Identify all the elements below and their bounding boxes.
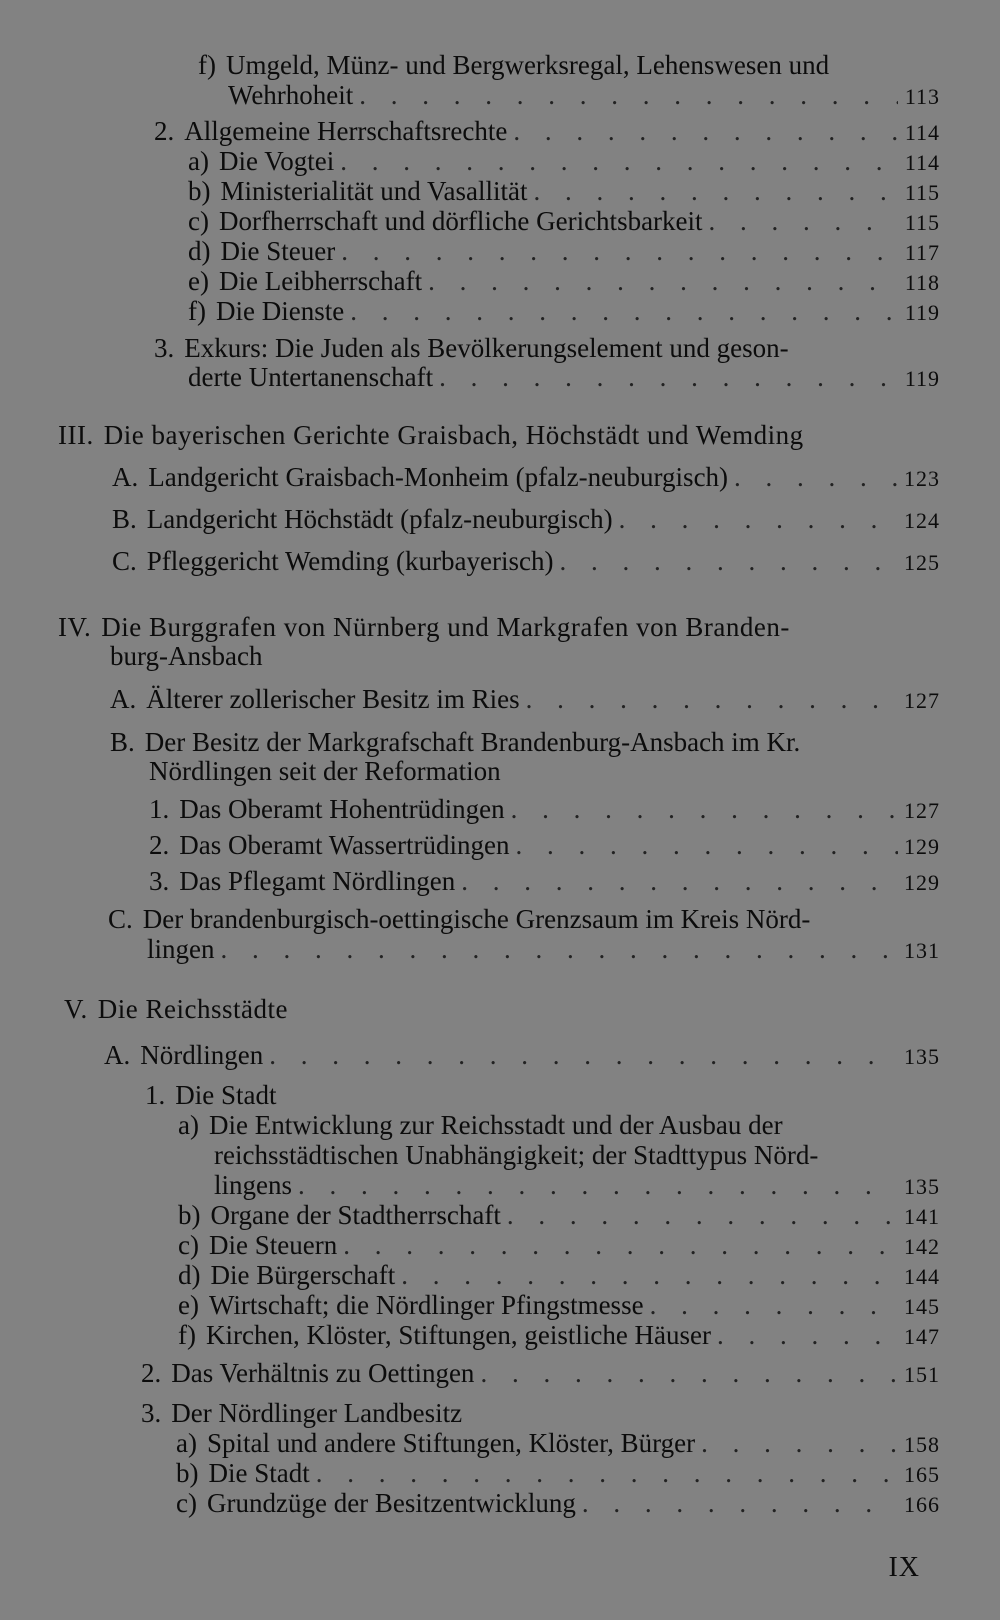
entry-label: d): [188, 236, 211, 266]
toc-entry: [198, 52, 940, 79]
entry-label: e): [188, 266, 209, 296]
entry-label: a): [178, 1110, 199, 1140]
entry-label: 2.: [154, 116, 175, 146]
entry-text: Nördlingen: [140, 1040, 264, 1070]
entry-label: f): [178, 1320, 196, 1350]
leader-dots: [582, 1490, 898, 1517]
entry-text: Landgericht Höchstädt (pfalz-neuburgisch): [146, 504, 613, 534]
leader-dots: [619, 506, 898, 533]
leader-dots: [350, 298, 898, 325]
entry-label: 2.: [149, 830, 170, 860]
toc-entry: [188, 208, 940, 235]
entry-label: 3.: [154, 333, 175, 363]
entry-text: Exkurs: Die Juden als Bevölkerungselement und geson-: [184, 333, 789, 363]
leader-dots: [428, 268, 898, 295]
section-numeral: III.: [58, 420, 94, 450]
entry-text: Die Dienste: [215, 296, 345, 326]
entry-text: Dorfherrschaft und dörfliche Gerichtsbarkeit: [218, 206, 703, 236]
toc-entry: [214, 1172, 940, 1199]
leader-dots: [340, 148, 898, 175]
entry-text: Das Pflegamt Nördlingen: [179, 866, 456, 896]
leader-dots: [480, 1360, 898, 1387]
page-number: 131: [904, 938, 940, 963]
entry-label: b): [176, 1458, 199, 1488]
entry-text: Die Leibherrschaft: [218, 266, 423, 296]
entry-text: lingen: [147, 934, 215, 964]
page-folio: IX: [888, 1552, 920, 1583]
page-number: 127: [904, 688, 940, 713]
toc-section: [64, 996, 940, 1023]
toc-section: [58, 614, 870, 641]
entry-label: 1.: [149, 794, 170, 824]
toc-entry: [149, 832, 940, 859]
toc-entry: [154, 335, 870, 362]
leader-dots: [717, 1322, 898, 1349]
page-number: 135: [904, 1044, 940, 1069]
entry-text: Das Verhältnis zu Oettingen: [171, 1358, 475, 1388]
page-number: 158: [904, 1432, 940, 1457]
entry-text: Der Nördlinger Landbesitz: [171, 1398, 463, 1428]
toc-entry: [149, 758, 940, 785]
leader-dots: [359, 82, 898, 109]
entry-text: Nördlingen seit der Reformation: [149, 756, 501, 786]
toc-entry: [178, 1262, 940, 1289]
entry-text: Organe der Stadtherrschaft: [210, 1200, 501, 1230]
entry-label: 3.: [149, 866, 170, 896]
toc-entry: [176, 1490, 940, 1517]
leader-dots: [734, 464, 898, 491]
toc-entry: [104, 1042, 940, 1069]
toc-entry: [149, 796, 940, 823]
toc-entry: [188, 148, 940, 175]
entry-label: f): [198, 50, 216, 80]
leader-dots: [701, 1430, 898, 1457]
entry-text: Der brandenburgisch-oettingische Grenzsaum im Kreis Nörd-: [142, 904, 811, 934]
leader-dots: [511, 796, 898, 823]
entry-label: B.: [112, 504, 137, 534]
toc-entry: [178, 1232, 940, 1259]
entry-text: Wirtschaft; die Nördlinger Pfingstmesse: [208, 1290, 644, 1320]
entry-text: Die Stadt: [175, 1080, 277, 1110]
page-number: 117: [904, 240, 940, 265]
leader-dots: [516, 832, 899, 859]
entry-label: A.: [104, 1040, 131, 1070]
page-number: 115: [904, 180, 940, 205]
page-number: 119: [904, 300, 940, 325]
toc-entry: [154, 118, 940, 145]
entry-text: Die Steuern: [208, 1230, 338, 1260]
entry-text: Die Entwicklung zur Reichsstadt und der Ausbau der: [208, 1110, 783, 1140]
leader-dots: [709, 208, 898, 235]
page-number: 142: [904, 1234, 940, 1259]
toc-entry: [214, 1142, 860, 1169]
section-title: Die Burggrafen von Nürnberg und Markgrafen von Branden-: [101, 612, 790, 642]
toc-entry: [147, 936, 940, 963]
entry-label: f): [188, 296, 206, 326]
entry-label: c): [176, 1488, 197, 1518]
entry-text: Pfleggericht Wemding (kurbayerisch): [146, 546, 554, 576]
entry-text: Das Oberamt Hohentrüdingen: [179, 794, 505, 824]
page-number: 144: [904, 1264, 940, 1289]
leader-dots: [341, 238, 898, 265]
leader-dots: [401, 1262, 898, 1289]
page-number: 147: [904, 1324, 940, 1349]
entry-text: Ministerialität und Vasallität: [220, 176, 528, 206]
toc-entry: [112, 464, 940, 491]
leader-dots: [559, 548, 898, 575]
page-number: 127: [904, 798, 940, 823]
toc-entry: [178, 1322, 940, 1349]
page-number: 129: [904, 834, 940, 859]
entry-text: Grundzüge der Besitzentwicklung: [206, 1488, 576, 1518]
leader-dots: [513, 118, 898, 145]
entry-text: Älterer zollerischer Besitz im Ries: [146, 684, 520, 714]
toc-entry: [145, 1082, 940, 1109]
toc-entry: [188, 298, 940, 325]
page-number: 113: [904, 84, 940, 109]
toc-entry: [188, 178, 940, 205]
entry-label: 1.: [145, 1080, 166, 1110]
entry-label: b): [188, 176, 211, 206]
entry-label: a): [188, 146, 209, 176]
page-number: 135: [904, 1174, 940, 1199]
entry-label: A.: [110, 684, 137, 714]
entry-label: A.: [112, 462, 139, 492]
entry-text: Der Besitz der Markgrafschaft Brandenburg-Ansbach im Kr.: [144, 727, 801, 757]
section-title: Die bayerischen Gerichte Graisbach, Höchstädt und Wemding: [103, 420, 804, 450]
entry-text: lingens: [214, 1170, 292, 1200]
toc-entry: [176, 1460, 940, 1487]
entry-text: Umgeld, Münz- und Bergwerksregal, Lehenswesen und: [225, 50, 830, 80]
toc-entry: [149, 868, 940, 895]
entry-text: derte Untertanenschaft: [188, 362, 434, 392]
leader-dots: [439, 364, 898, 391]
leader-dots: [269, 1042, 898, 1069]
entry-text: Die Stadt: [208, 1458, 310, 1488]
entry-label: 3.: [141, 1398, 162, 1428]
entry-label: c): [178, 1230, 199, 1260]
leader-dots: [343, 1232, 898, 1259]
entry-label: C.: [112, 546, 137, 576]
section-numeral: V.: [64, 994, 88, 1024]
toc-entry: [176, 1430, 940, 1457]
entry-label: a): [176, 1428, 197, 1458]
entry-label: b): [178, 1200, 201, 1230]
entry-label: e): [178, 1290, 199, 1320]
leader-dots: [650, 1292, 898, 1319]
toc-entry: [188, 238, 940, 265]
entry-text: Die Vogtei: [218, 146, 335, 176]
entry-text: Kirchen, Klöster, Stiftungen, geistliche Häuser: [205, 1320, 712, 1350]
entry-label: B.: [110, 727, 135, 757]
toc-entry: [178, 1202, 940, 1229]
page-number: 165: [904, 1462, 940, 1487]
leader-dots: [507, 1202, 898, 1229]
entry-text: Das Oberamt Wassertrüdingen: [179, 830, 510, 860]
toc-entry: [188, 268, 940, 295]
toc-entry: [108, 906, 870, 933]
toc-entry: [178, 1292, 940, 1319]
page-number: 123: [904, 466, 940, 491]
page-number: 124: [904, 508, 940, 533]
page-number: 145: [904, 1294, 940, 1319]
toc-entry: [112, 548, 940, 575]
entry-text: Die Steuer: [220, 236, 336, 266]
page-number: 125: [904, 550, 940, 575]
entry-text: Spital und andere Stiftungen, Klöster, Bürger: [206, 1428, 696, 1458]
page-number: 151: [904, 1362, 940, 1387]
leader-dots: [221, 936, 899, 963]
toc-entry: [178, 1112, 860, 1139]
page-number: 118: [904, 270, 940, 295]
section-title-cont: burg-Ansbach: [110, 641, 263, 671]
entry-text: Die Bürgerschaft: [210, 1260, 396, 1290]
entry-text: Allgemeine Herrschaftsrechte: [184, 116, 508, 146]
toc-entry: [228, 82, 940, 109]
entry-text: Landgericht Graisbach-Monheim (pfalz-neuburgisch): [148, 462, 729, 492]
entry-text: reichsstädtischen Unabhängigkeit; der Stadttypus Nörd-: [214, 1140, 819, 1170]
toc-entry: [141, 1400, 940, 1427]
page-number: 114: [904, 150, 940, 175]
page-number: 129: [904, 870, 940, 895]
leader-dots: [461, 868, 898, 895]
page-number: 141: [904, 1204, 940, 1229]
leader-dots: [298, 1172, 898, 1199]
section-title: Die Reichsstädte: [97, 994, 288, 1024]
toc-entry: [112, 506, 940, 533]
toc-entry: [141, 1360, 940, 1387]
entry-label: d): [178, 1260, 201, 1290]
entry-label: c): [188, 206, 209, 236]
section-numeral: IV.: [58, 612, 92, 642]
leader-dots: [526, 686, 898, 713]
leader-dots: [316, 1460, 898, 1487]
toc-section: [58, 422, 940, 449]
page-number: 115: [904, 210, 940, 235]
toc-entry: [110, 686, 940, 713]
leader-dots: [533, 178, 898, 205]
toc-entry: [188, 364, 940, 391]
entry-label: 2.: [141, 1358, 162, 1388]
entry-label: C.: [108, 904, 133, 934]
page-number: 166: [904, 1492, 940, 1517]
toc-entry: [110, 729, 870, 756]
toc-entry: [110, 643, 940, 670]
page-number: 119: [904, 366, 940, 391]
entry-text: Wehrhoheit: [228, 80, 354, 110]
page-number: 114: [904, 120, 940, 145]
